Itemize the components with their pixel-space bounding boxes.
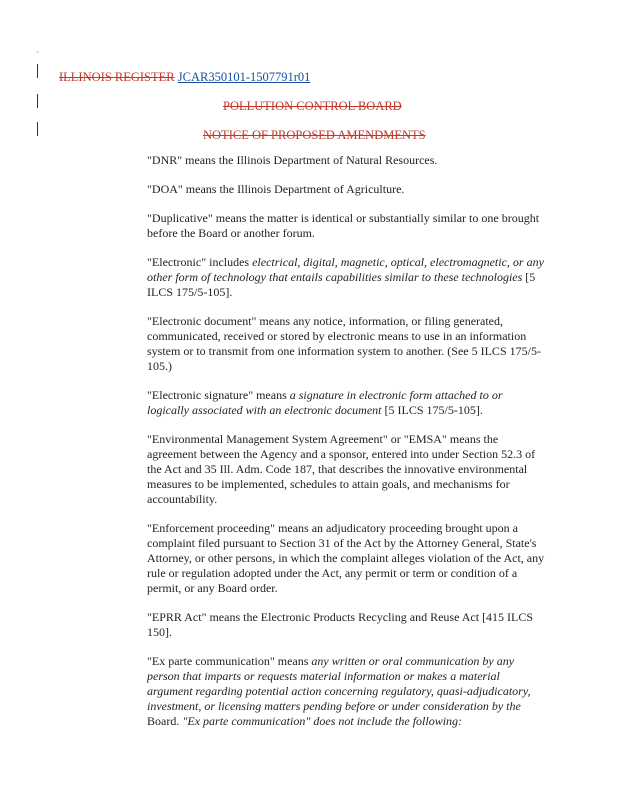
change-bar-3: [37, 122, 38, 136]
change-bar-1: [37, 64, 38, 78]
scan-mark: `: [36, 50, 39, 60]
definition-paragraph: [147, 432, 547, 507]
definitions-list: [147, 153, 547, 743]
definition-paragraph: [147, 388, 547, 418]
change-bar-2: [37, 94, 38, 108]
definition-text: "Electronic" includes: [147, 255, 253, 269]
definition-paragraph: [147, 153, 547, 168]
definition-text: Board.: [147, 714, 183, 728]
notice-title-text: NOTICE OF PROPOSED AMENDMENTS: [203, 128, 426, 142]
definition-text: [5 ILCS 175/5-105].: [147, 270, 536, 299]
definition-text: "DOA" means the Illinois Department of Agriculture.: [147, 182, 405, 196]
register-line: [59, 70, 310, 85]
definition-text: "Environmental Management System Agreement" or "EMSA" means the agreement between the Agency and a sponsor, entered into under Section 52.3 of the Act and 35 Ill. Adm. Code 187, that describes the innovative environmental measures to be implemented, schedules to attain goals, and mechanisms for accountability.: [147, 432, 536, 506]
definition-paragraph: [147, 211, 547, 241]
definition-paragraph: [147, 654, 547, 729]
definition-statutory-text: a signature in electronic form attached to or logically associated with an electronic document: [147, 388, 503, 417]
definition-statutory-text: any written or oral communication by any person that imparts or requests material information or makes a material argument regarding potential action concerning regulatory, quasi-adjudicatory, investment, or licensing matters pending before or under consideration by the: [147, 654, 531, 713]
definition-text: "Electronic document" means any notice, information, or filing generated, communicated, received or stored by electronic means to use in an information system or to transmit from one information system to another. (See 5 ILCS 175/5-105.): [147, 314, 541, 373]
definition-paragraph: [147, 521, 547, 596]
definition-text: [5 ILCS 175/5-105].: [381, 403, 483, 417]
definition-statutory-text: "Ex parte communication" does not include the following:: [182, 714, 463, 728]
board-title: [223, 99, 402, 114]
definition-paragraph: [147, 610, 547, 640]
notice-title: [203, 128, 426, 143]
definition-text: "DNR" means the Illinois Department of Natural Resources.: [147, 153, 438, 167]
definition-paragraph: [147, 182, 547, 197]
definition-text: "Electronic signature" means: [147, 388, 290, 402]
register-struck-text: ILLINOIS REGISTER: [59, 70, 175, 84]
definition-paragraph: [147, 314, 547, 374]
definition-statutory-text: electrical, digital, magnetic, optical, electromagnetic, or any other form of technology that entails capabilities similar to these technologies: [147, 255, 544, 284]
definition-text: "Duplicative" means the matter is identical or substantially similar to one brought before the Board or another forum.: [147, 211, 540, 240]
definition-text: "Enforcement proceeding" means an adjudicatory proceeding brought upon a complaint filed pursuant to Section 31 of the Act by the Attorney General, State's Attorney, or other persons, in which the complaint alleges violation of the Act, any rule or regulation adopted under the Act, any permit or term or condition of a permit, or any Board order.: [147, 521, 545, 595]
register-new-text: JCAR350101-1507791r01: [177, 70, 311, 84]
definition-paragraph: [147, 255, 547, 300]
definition-text: "Ex parte communication" means: [147, 654, 312, 668]
definition-text: "EPRR Act" means the Electronic Products Recycling and Reuse Act [415 ILCS 150].: [147, 610, 534, 639]
board-title-text: POLLUTION CONTROL BOARD: [223, 99, 402, 113]
